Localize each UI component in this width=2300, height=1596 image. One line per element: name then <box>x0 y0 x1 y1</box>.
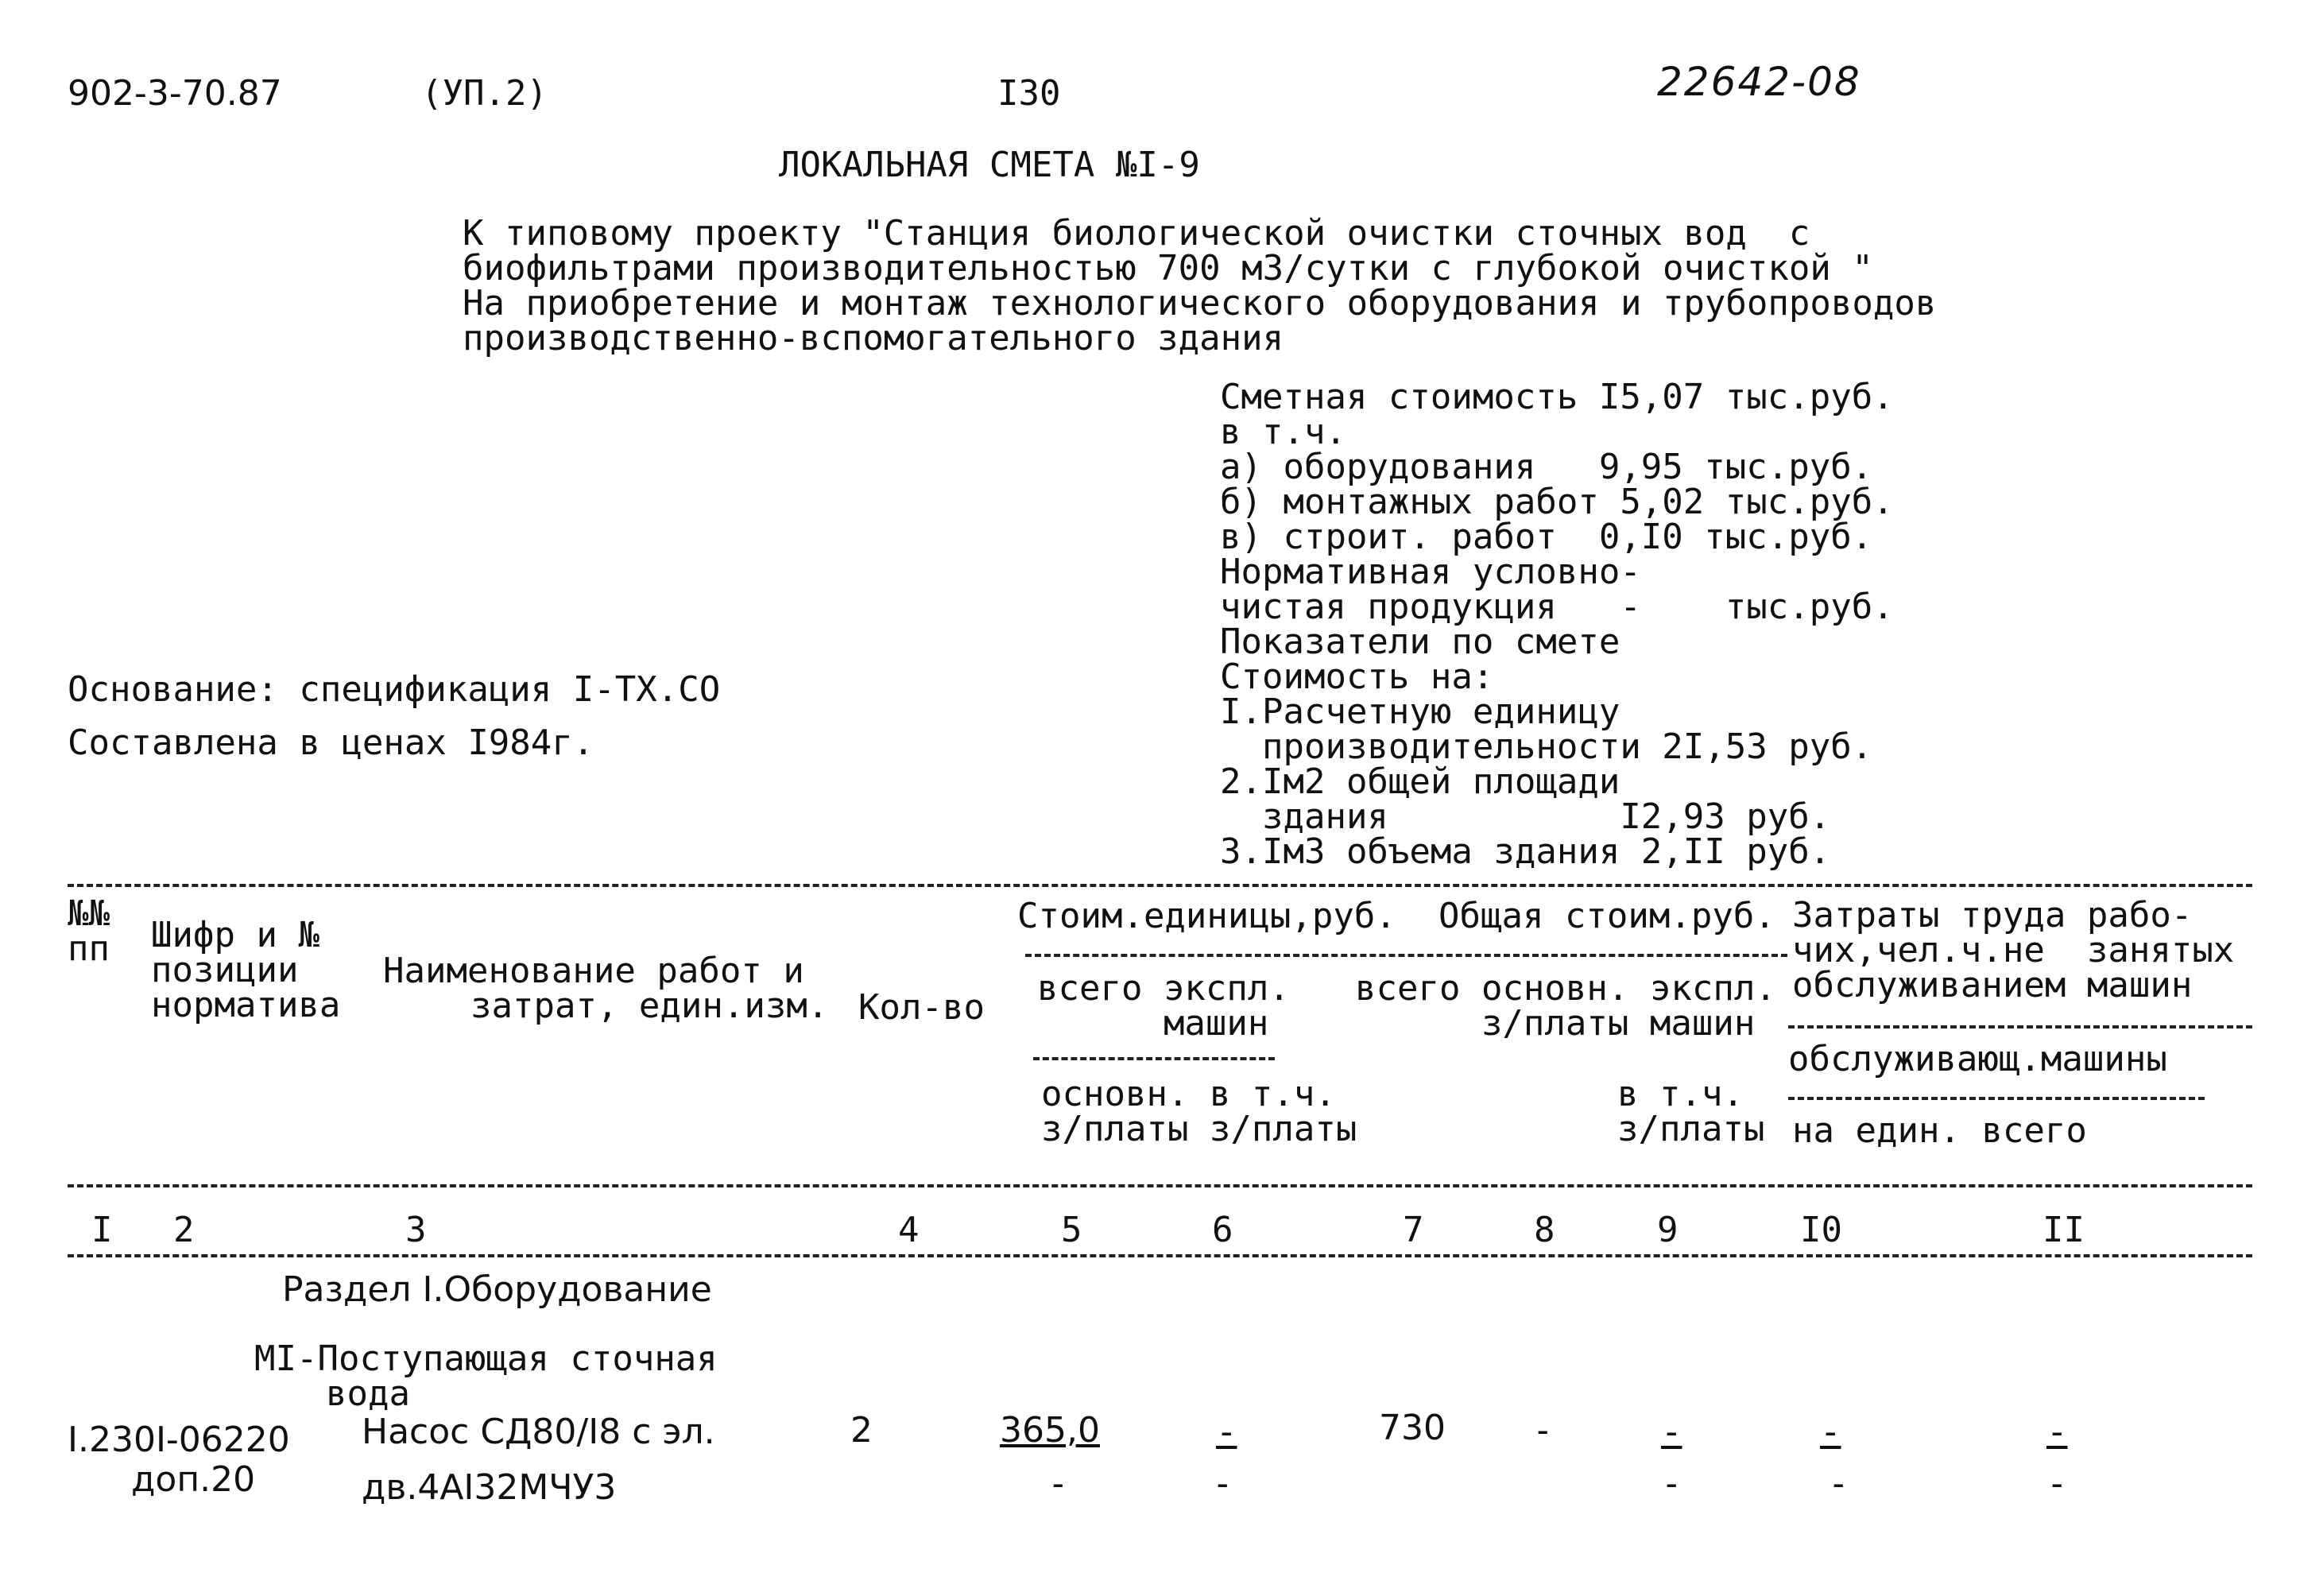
header-unit-cost-sub <box>1037 968 1290 1044</box>
header-rule <box>1788 1097 2205 1100</box>
header-line: чих,чел.ч.не занятых <box>1792 930 2235 970</box>
row-name-extra: дв.4АI32МЧУ3 <box>362 1467 617 1508</box>
row-total-machines: - <box>1661 1412 1682 1452</box>
description-line: производственно-вспомогательного здания <box>463 318 1284 358</box>
header-col2-line: Шифр и № <box>151 915 319 955</box>
row-code: I.230I-06220 <box>68 1420 290 1460</box>
basis-text: Основание: спецификация I-TX.CO <box>68 669 721 710</box>
subsection-title <box>254 1338 718 1414</box>
prices-text: Составлена в ценах I984г. <box>68 722 594 763</box>
header-unit-cost: Стоим.единицы,руб. <box>1017 896 1396 936</box>
header-rule <box>1025 954 1787 957</box>
cost-summary <box>1220 377 1894 872</box>
header-total-cost-sub2 <box>1617 1074 1765 1149</box>
header-labor-sub: обслуживающ.машины <box>1788 1039 2167 1079</box>
summary-line: здания I2,93 руб. <box>1220 796 1831 837</box>
summary-line: 3.Iм3 объема здания 2,II руб. <box>1220 831 1831 872</box>
column-number: 5 <box>1061 1210 1082 1250</box>
header-col3-line: затрат, един.изм. <box>470 986 829 1026</box>
section-title: Раздел I.Оборудование <box>282 1269 712 1310</box>
header-total-cost: Общая стоим.руб. <box>1438 896 1775 936</box>
column-number: I0 <box>1800 1210 1842 1250</box>
column-number: 3 <box>405 1210 427 1250</box>
description-line: К типовому проекту "Станция биологической очистки сточных вод с <box>463 213 1810 254</box>
header-rule <box>1033 1057 1275 1060</box>
header-col1-line: №№ <box>68 893 110 934</box>
column-number: 7 <box>1403 1210 1424 1250</box>
page-title: ЛОКАЛЬНАЯ СМЕТА №I-9 <box>779 145 1200 185</box>
header-line: обслуживанием машин <box>1792 965 2193 1005</box>
summary-line: Показатели по смете <box>1220 622 1620 662</box>
row-unit-total: 365,0 <box>1000 1410 1100 1451</box>
row-labor-total: - <box>2046 1412 2068 1452</box>
row-sub-labor-total: - <box>2046 1463 2068 1504</box>
summary-line: Сметная стоимость I5,07 тыс.руб. <box>1220 377 1894 417</box>
row-qty: 2 <box>850 1410 873 1451</box>
header-unit-cost-sub2 <box>1041 1074 1357 1149</box>
header-col2 <box>151 915 341 1025</box>
header-line: в т.ч. <box>1617 1074 1744 1114</box>
column-number: 8 <box>1534 1210 1555 1250</box>
subsection-line: МI-Поступающая сточная <box>254 1338 718 1379</box>
header-labor-sub2: на един. всего <box>1792 1110 2087 1151</box>
header-col1 <box>68 893 110 969</box>
header-line: всего экспл. <box>1037 968 1290 1009</box>
doc-code: 902-3-70.87 <box>68 73 282 114</box>
summary-line: Нормативная условно- <box>1220 552 1641 592</box>
summary-line: I.Расчетную единицу <box>1220 691 1620 732</box>
header-labor <box>1792 895 2235 1005</box>
column-number: 9 <box>1657 1210 1679 1250</box>
description-line: биофильтрами производительностью 700 м3/сутки с глубокой очисткой " <box>463 248 1873 289</box>
row-name: Насос СД80/I8 с эл. <box>362 1412 715 1452</box>
row-sub-labor-unit: - <box>1828 1463 1849 1504</box>
row-unit-machines: - <box>1216 1412 1237 1452</box>
row-sub-unit-wages: - <box>1212 1463 1233 1504</box>
column-number: II <box>2043 1210 2085 1250</box>
summary-line: б) монтажных работ 5,02 тыс.руб. <box>1220 482 1894 522</box>
summary-line: производительности 2I,53 руб. <box>1220 726 1873 767</box>
header-col3 <box>383 951 829 1026</box>
description <box>463 213 1937 358</box>
header-bottom-rule <box>68 1184 2252 1187</box>
row-sub-wages: - <box>1661 1463 1682 1504</box>
page-number: I30 <box>997 73 1061 114</box>
header-col2-line: норматива <box>151 985 341 1025</box>
row-labor-unit: - <box>1820 1412 1841 1452</box>
summary-line: 2.Iм2 общей площади <box>1220 761 1620 802</box>
header-line: машин <box>1037 1003 1269 1044</box>
header-rule <box>1788 1025 2252 1028</box>
header-col4: Кол-во <box>858 987 985 1028</box>
summary-line: в т.ч. <box>1220 412 1346 452</box>
summary-line: в) строит. работ 0,I0 тыс.руб. <box>1220 517 1873 557</box>
column-number: 2 <box>173 1210 195 1250</box>
column-number: I <box>91 1210 113 1250</box>
row-sub-unit-base: - <box>1047 1463 1069 1504</box>
header-line: всего основн. экспл. <box>1355 968 1776 1009</box>
header-line: з/платы <box>1617 1109 1765 1149</box>
header-line: основн. в т.ч. <box>1041 1074 1336 1114</box>
header-col1-line: пп <box>68 928 110 969</box>
header-col3-line: Наименование работ и <box>383 951 804 991</box>
row-total: 730 <box>1379 1408 1446 1448</box>
subsection-line: вода <box>326 1373 410 1414</box>
summary-line: чистая продукция - тыс.руб. <box>1220 587 1894 627</box>
stamp-number: 22642-08 <box>1657 59 1861 105</box>
row-code-extra: доп.20 <box>131 1459 256 1500</box>
header-total-cost-sub <box>1355 968 1776 1044</box>
header-col2-line: позиции <box>151 950 299 990</box>
column-number-rule <box>68 1254 2252 1257</box>
row-total-base: - <box>1532 1410 1554 1451</box>
table-top-rule <box>68 884 2252 887</box>
summary-line: Стоимость на: <box>1220 657 1494 697</box>
description-line: На приобретение и монтаж технологического оборудования и трубопроводов <box>463 283 1937 323</box>
header-line: Затраты труда рабо- <box>1792 895 2193 936</box>
header-line: з/платы з/платы <box>1041 1109 1357 1149</box>
column-number: 4 <box>898 1210 920 1250</box>
summary-line: а) оборудования 9,95 тыс.руб. <box>1220 447 1873 487</box>
header-line: з/платы машин <box>1355 1003 1756 1044</box>
album-label: (УП.2) <box>421 73 548 114</box>
column-number: 6 <box>1212 1210 1233 1250</box>
